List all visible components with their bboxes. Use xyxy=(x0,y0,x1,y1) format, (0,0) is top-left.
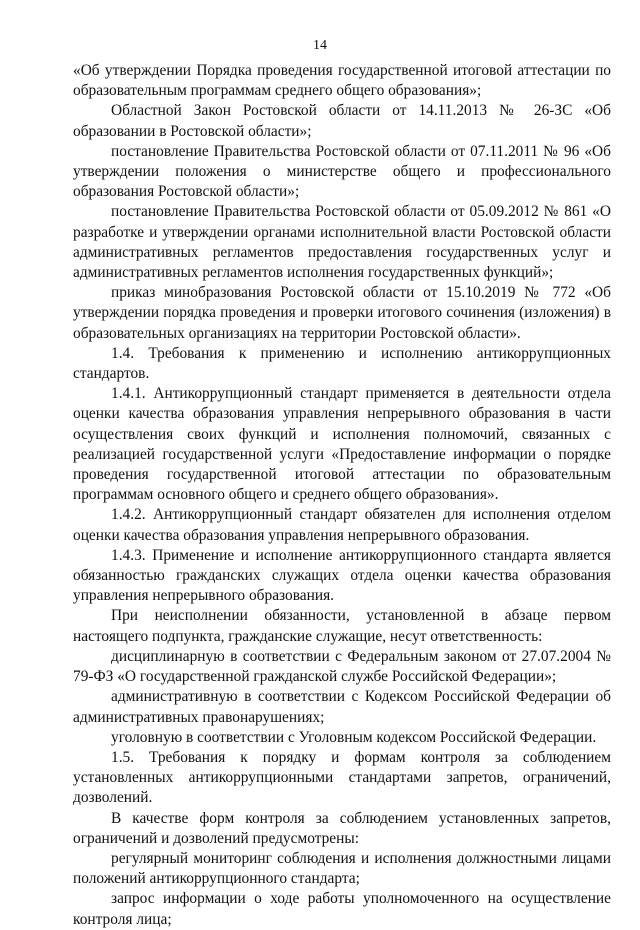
paragraph-liability-intro: При неисполнении обязанности, установленной в абзаце первом настоящего подпункта, гражданские служащие, несут ответственность: xyxy=(73,607,611,645)
paragraph-order-772: приказ минобразования Ростовской области от 15.10.2019 № 772 «Об утверждении порядка проведения и проверки итогового сочинения (изложения) в образовательных организациях на территории Ростовской области». xyxy=(73,284,611,342)
paragraph-resolution-96: постановление Правительства Ростовской области от 07.11.2011 № 96 «Об утверждении положения о министерстве общего и профессионального образования Ростовской области»; xyxy=(73,142,611,201)
page-number: 14 xyxy=(313,38,327,53)
paragraph-resolution-861: постановление Правительства Ростовской области от 05.09.2012 № 861 «О разработке и утверждении органами исполнительной власти Ростовской области административных регламентов предоставления государственных услуг и административных регламентов исполнения государственных функций»; xyxy=(73,203,611,282)
section-heading-1-5: 1.5. Требования к порядку и формам контроля за соблюдением установленных антикоррупционными стандартами запретов, ограничений, дозволений. xyxy=(73,748,611,807)
paragraph-1-4-3: 1.4.3. Применение и исполнение антикоррупционного стандарта является обязанностью гражданских служащих отдела оценки качества образования управления непрерывного образования. xyxy=(73,546,611,605)
section-heading-1-4: 1.4. Требования к применению и исполнению антикоррупционных стандартов. xyxy=(73,344,611,383)
paragraph-criminal: уголовную в соответствии с Уголовным кодексом Российской Федерации. xyxy=(111,728,597,746)
paragraph-1-4-1: 1.4.1. Антикоррупционный стандарт применяется в деятельности отдела оценки качества образования управления непрерывного образования в части осуществления своих функций и исполнения полномочий, связанных с реализацией государственной услуги «Предоставление информации о порядке проведения государственной итоговой аттестации по образовательным программам основного общего и среднего общего образования». xyxy=(73,385,611,504)
paragraph-administrative: административную в соответствии с Кодексом Российской Федерации об административных правонарушениях; xyxy=(73,688,611,726)
paragraph-control-forms-intro: В качестве форм контроля за соблюдением установленных запретов, ограничений и дозволений предусмотрены: xyxy=(73,809,611,847)
paragraph-regular-monitoring: регулярный мониторинг соблюдения и исполнения должностными лицами положений антикоррупционного стандарта; xyxy=(73,849,611,888)
document-body xyxy=(73,61,611,930)
paragraph-1-4-2: 1.4.2. Антикоррупционный стандарт обязателен для исполнения отделом оценки качества образования управления непрерывного образования. xyxy=(73,506,611,544)
paragraph-information-request: запрос информации о ходе работы уполномоченного на осуществление контроля лица; xyxy=(73,890,611,928)
paragraph-disciplinary: дисциплинарную в соответствии с Федеральным законом от 27.07.2004 № 79-ФЗ «О государственной гражданской службе Российской Федерации»; xyxy=(73,647,611,686)
paragraph-regional-law-education: Областной Закон Ростовской области от 14.11.2013 № 26-ЗС «Об образовании в Ростовской области»; xyxy=(73,102,611,140)
paragraph-order-title-continuation: «Об утверждении Порядка проведения государственной итоговой аттестации по образовательным программам среднего общего образования»; xyxy=(73,62,611,100)
